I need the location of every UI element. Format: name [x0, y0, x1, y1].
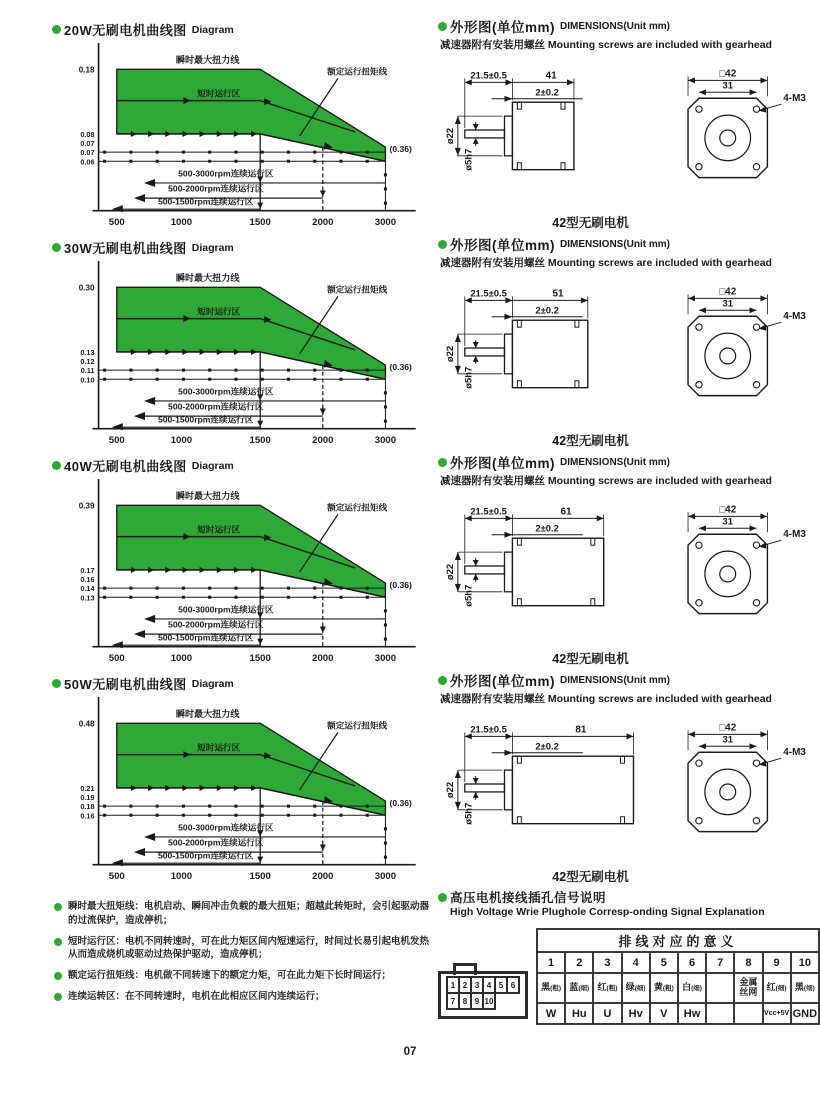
- motor-body: [512, 102, 574, 169]
- label: 500-2000rpm连续运行区: [168, 401, 264, 412]
- dim-title-en: DIMENSIONS(Unit mm): [560, 456, 670, 468]
- shaft: [465, 566, 505, 574]
- pin-number-cell: 5: [650, 952, 678, 973]
- operating-region: [117, 505, 386, 597]
- dim-title-cn: 外形图(单位mm): [450, 674, 555, 689]
- wire-color-cell: 蓝(细): [565, 973, 593, 1003]
- label: 2000: [312, 434, 334, 446]
- label: 0.16: [80, 811, 95, 821]
- connector-pin: 8: [458, 992, 472, 1010]
- torque-chart: [52, 39, 432, 239]
- label: 0.16: [80, 575, 95, 585]
- torque-chart: [52, 693, 432, 893]
- motor-body: [512, 756, 633, 823]
- label: (0.36): [389, 580, 412, 591]
- dimension-section-1: [438, 16, 820, 234]
- label: 1500: [249, 216, 271, 228]
- label: 3000: [374, 216, 397, 228]
- label: 500-1500rpm连续运行区: [157, 850, 254, 861]
- signal-cell: [706, 1003, 734, 1024]
- chart-title-cn: 20W无刷电机曲线图: [64, 23, 187, 38]
- signal-title-en: High Voltage Wrie Plughole Corresp-onding Signal Explanation: [450, 906, 765, 918]
- chart-title: [52, 20, 438, 39]
- dim-title-en: DIMENSIONS(Unit mm): [560, 20, 670, 32]
- label: 0.18: [80, 802, 95, 812]
- connector-latch: [453, 963, 477, 975]
- note-item: [52, 969, 438, 983]
- label: 500: [108, 434, 125, 446]
- label: 31: [722, 297, 733, 309]
- label: 1000: [170, 870, 193, 882]
- charts-column: [52, 20, 438, 1011]
- table-header: 排线对应的意义: [537, 929, 819, 952]
- dimension-blocks: [438, 16, 820, 888]
- torque-chart: [52, 475, 432, 675]
- label: 短时运行区: [197, 306, 241, 317]
- label: 31: [722, 733, 733, 745]
- dim-title: [438, 16, 820, 36]
- label: 500-2000rpm连续运行区: [168, 619, 264, 630]
- connector-pin: 4: [482, 976, 496, 994]
- chart-title-en: Diagram: [191, 23, 234, 36]
- label: 1000: [170, 216, 193, 228]
- signal-section: [438, 888, 820, 1025]
- label: 500-1500rpm连续运行区: [157, 632, 254, 643]
- label: 1000: [170, 434, 193, 446]
- green-dot-icon: [52, 461, 61, 470]
- connector-pin: 9: [470, 992, 484, 1010]
- connector-pin: 5: [494, 976, 508, 994]
- label: 3000: [374, 434, 397, 446]
- wire-color-cell: 黑(细): [791, 973, 819, 1003]
- wire-color-cell: 红(细): [763, 973, 791, 1003]
- label: 2±0.2: [535, 522, 559, 534]
- label: 1500: [249, 434, 271, 446]
- chart-title-cn: 40W无刷电机曲线图: [64, 459, 187, 474]
- pilot-flange: [504, 552, 512, 592]
- signal-title-cn: 高压电机接线插孔信号说明: [450, 891, 607, 905]
- connector-pin: 1: [446, 976, 460, 994]
- dim-title-cn: 外形图(单位mm): [450, 456, 555, 471]
- label: 21.5±0.5: [470, 505, 507, 517]
- label: 500-3000rpm连续运行区: [178, 168, 274, 179]
- label: 500: [108, 870, 125, 882]
- chart-title-cn: 50W无刷电机曲线图: [64, 677, 187, 692]
- notes-list: [52, 900, 438, 1004]
- label: 2±0.2: [535, 304, 559, 316]
- motor-body: [512, 538, 603, 605]
- chart-title-en: Diagram: [191, 459, 234, 472]
- dim-title-cn: 外形图(单位mm): [450, 238, 555, 253]
- pin-number-cell: 7: [706, 952, 734, 973]
- label: 81: [575, 724, 587, 736]
- label: 0.06: [80, 157, 95, 167]
- label: 瞬时最大扭力线: [175, 709, 240, 720]
- label: 0.19: [80, 793, 95, 803]
- dim-subtitle-cn: 减速器附有安装用螺丝: [440, 39, 545, 51]
- label: 4-M3: [783, 529, 806, 541]
- label: (0.36): [389, 144, 412, 155]
- label: 31: [722, 515, 733, 527]
- motor-body: [512, 320, 587, 387]
- wire-color-cell: 白(细): [678, 973, 706, 1003]
- label: 500-3000rpm连续运行区: [178, 822, 274, 833]
- chart-title-en: Diagram: [191, 677, 234, 690]
- label: ø22: [443, 781, 455, 799]
- label: ø5h7: [462, 148, 474, 171]
- connector-pin: 7: [446, 992, 460, 1010]
- label: 0.30: [78, 283, 95, 293]
- note-text: 连续运转区：在不同转速时，电机在此相应区间内连续运行；: [68, 990, 325, 1002]
- dim-caption: 42型无刷电机: [552, 870, 629, 884]
- dimensions-column: [438, 16, 820, 1025]
- label: 0.13: [80, 593, 95, 603]
- label: 2000: [312, 652, 334, 664]
- dimension-drawing: [438, 54, 820, 206]
- wire-color-cell: [706, 973, 734, 1003]
- label: 0.13: [80, 347, 95, 357]
- label: 0.39: [78, 501, 95, 511]
- signal-cell: [734, 1003, 762, 1024]
- label: 2±0.2: [535, 86, 559, 98]
- pin-number-cell: 2: [565, 952, 593, 973]
- signal-cell: GND: [791, 1003, 819, 1024]
- pin-number-cell: 6: [678, 952, 706, 973]
- label: 3000: [374, 870, 397, 882]
- label: 1500: [249, 652, 271, 664]
- note-item: [52, 990, 438, 1004]
- pin-number-cell: 1: [537, 952, 565, 973]
- label: □42: [719, 722, 737, 734]
- label: 额定运行扭矩线: [327, 284, 388, 295]
- dim-title: [438, 670, 820, 690]
- dimension-section-4: [438, 670, 820, 888]
- connector-pin: 2: [458, 976, 472, 994]
- signal-cell: Hu: [565, 1003, 593, 1024]
- label: 短时运行区: [197, 88, 241, 99]
- pin-number-cell: 9: [763, 952, 791, 973]
- dimension-drawing: [438, 708, 820, 860]
- dim-subtitle-cn: 减速器附有安装用螺丝: [440, 257, 545, 269]
- note-text: 额定运行扭矩线：电机做不同转速下的额定力矩，可在此力矩下长时间运行；: [68, 970, 392, 982]
- label: 21.5±0.5: [470, 69, 507, 81]
- label: 0.14: [80, 584, 95, 594]
- dim-subtitle: [440, 255, 820, 270]
- chart-section-30W: [52, 238, 438, 456]
- label: 瞬时最大扭力线: [175, 55, 240, 66]
- signal-header: [438, 888, 820, 918]
- torque-chart: [52, 257, 432, 457]
- label: 0.08: [80, 129, 95, 139]
- dim-caption: 42型无刷电机: [552, 216, 629, 230]
- label: 2000: [312, 870, 334, 882]
- dim-subtitle-en: Mounting screws are included with gearhead: [547, 693, 772, 705]
- operating-region: [117, 287, 386, 379]
- label: □42: [719, 286, 737, 298]
- label: 21.5±0.5: [470, 287, 507, 299]
- pilot-flange: [504, 770, 512, 810]
- chart-title-en: Diagram: [191, 241, 234, 254]
- label: 额定运行扭矩线: [327, 502, 388, 513]
- connector-pin: 3: [470, 976, 484, 994]
- note-text: 短时运行区：电机不同转速时，可在此力矩区间内短速运行，时间过长易引起电机发热从而造成烧机或驱动过热保护驱动，造成停机；: [68, 935, 430, 961]
- dim-title-en: DIMENSIONS(Unit mm): [560, 238, 670, 250]
- chart-section-50W: [52, 674, 438, 892]
- green-dot-icon: [438, 893, 447, 902]
- dim-subtitle: [440, 37, 820, 52]
- green-dot-icon: [52, 243, 61, 252]
- label: 0.17: [80, 565, 95, 575]
- pin-number-cell: 4: [622, 952, 650, 973]
- label: 3000: [374, 652, 397, 664]
- label: ø5h7: [462, 584, 474, 607]
- pilot-flange: [504, 334, 512, 374]
- wire-color-cell: 金属丝网: [734, 973, 762, 1003]
- dim-title: [438, 452, 820, 472]
- dim-subtitle: [440, 691, 820, 706]
- page-number: 07: [403, 1046, 417, 1058]
- pin-number-cell: 8: [734, 952, 762, 973]
- signal-cell: Hw: [678, 1003, 706, 1024]
- green-dot-icon: [54, 993, 62, 1001]
- green-dot-icon: [52, 679, 61, 688]
- pin-number-cell: 10: [791, 952, 819, 973]
- flange-face: [688, 316, 767, 395]
- label: 额定运行扭矩线: [327, 720, 388, 731]
- dim-subtitle-en: Mounting screws are included with gearhead: [547, 39, 772, 51]
- label: 2000: [312, 216, 334, 228]
- connector-plug-icon: [438, 971, 528, 1019]
- label: 500: [108, 216, 125, 228]
- label: 500-2000rpm连续运行区: [168, 837, 264, 848]
- wire-color-cell: 黑(粗): [537, 973, 565, 1003]
- wire-color-cell: 红(粗): [593, 973, 621, 1003]
- label: □42: [719, 504, 737, 516]
- label: ø22: [443, 127, 455, 145]
- signal-cell: Vcc+5V: [763, 1003, 791, 1024]
- green-dot-icon: [54, 938, 62, 946]
- chart-section-40W: [52, 456, 438, 674]
- flange-face: [688, 98, 767, 177]
- label: 51: [552, 288, 564, 300]
- operating-region: [117, 723, 386, 815]
- dimension-section-2: [438, 234, 820, 452]
- dim-subtitle-cn: 减速器附有安装用螺丝: [440, 693, 545, 705]
- green-dot-icon: [438, 676, 447, 685]
- label: 21.5±0.5: [470, 723, 507, 735]
- label: 0.11: [80, 366, 95, 376]
- shaft: [465, 348, 505, 356]
- label: 1000: [170, 652, 193, 664]
- label: 500-1500rpm连续运行区: [157, 414, 254, 425]
- label: 500: [108, 652, 125, 664]
- connector-pin: 10: [482, 992, 496, 1010]
- label: ø5h7: [462, 366, 474, 389]
- dim-subtitle-en: Mounting screws are included with gearhead: [547, 257, 772, 269]
- shaft: [465, 784, 505, 792]
- chart-blocks: [52, 20, 438, 892]
- flange-face: [688, 752, 767, 831]
- label: 4-M3: [783, 93, 806, 105]
- chart-section-20W: [52, 20, 438, 238]
- label: (0.36): [389, 362, 412, 373]
- label: 500-2000rpm连续运行区: [168, 183, 264, 194]
- label: 500-3000rpm连续运行区: [178, 604, 274, 615]
- label: 瞬时最大扭力线: [175, 273, 240, 284]
- note-item: [52, 935, 438, 963]
- pilot-flange: [504, 116, 512, 156]
- label: 4-M3: [783, 311, 806, 323]
- label: 4-M3: [783, 747, 806, 759]
- label: 短时运行区: [197, 524, 241, 535]
- label: 41: [545, 70, 557, 82]
- dimension-drawing: [438, 490, 820, 642]
- label: 1500: [249, 870, 271, 882]
- label: 短时运行区: [197, 742, 241, 753]
- label: □42: [719, 68, 737, 80]
- label: 0.10: [80, 375, 95, 385]
- wire-color-cell: 绿(细): [622, 973, 650, 1003]
- dim-title-cn: 外形图(单位mm): [450, 20, 555, 35]
- green-dot-icon: [438, 240, 447, 249]
- label: 0.48: [78, 719, 95, 729]
- flange-face: [688, 534, 767, 613]
- label: ø22: [443, 345, 455, 363]
- dim-caption: 42型无刷电机: [552, 652, 629, 666]
- label: ø22: [443, 563, 455, 581]
- signal-cell: V: [650, 1003, 678, 1024]
- green-dot-icon: [438, 22, 447, 31]
- green-dot-icon: [438, 458, 447, 467]
- note-item: [52, 900, 438, 928]
- label: (0.36): [389, 798, 412, 809]
- dim-title-en: DIMENSIONS(Unit mm): [560, 674, 670, 686]
- dim-subtitle: [440, 473, 820, 488]
- label: 瞬时最大扭力线: [175, 491, 240, 502]
- shaft: [465, 130, 505, 138]
- label: 0.21: [80, 783, 95, 793]
- label: 500-3000rpm连续运行区: [178, 386, 274, 397]
- signal-table: [536, 928, 820, 1025]
- label: 2±0.2: [535, 740, 559, 752]
- dim-subtitle-cn: 减速器附有安装用螺丝: [440, 475, 545, 487]
- label: ø5h7: [462, 802, 474, 825]
- green-dot-icon: [54, 903, 62, 911]
- pin-number-cell: 3: [593, 952, 621, 973]
- green-dot-icon: [52, 25, 61, 34]
- connector-pin: 6: [506, 976, 520, 994]
- label: 0.12: [80, 357, 95, 367]
- label: 额定运行扭矩线: [327, 66, 388, 77]
- dimension-drawing: [438, 272, 820, 424]
- signal-cell: U: [593, 1003, 621, 1024]
- green-dot-icon: [54, 972, 62, 980]
- operating-region: [117, 69, 386, 161]
- note-text: 瞬时最大扭矩线：电机启动、瞬间冲击负载的最大扭矩；超越此转矩时，会引起驱动器的过流保护，造成停机；: [68, 901, 430, 926]
- label: 0.07: [80, 139, 95, 149]
- dim-caption: 42型无刷电机: [552, 434, 629, 448]
- wire-color-cell: 黄(粗): [650, 973, 678, 1003]
- label: 0.18: [78, 65, 95, 75]
- dim-title: [438, 234, 820, 254]
- label: 500-1500rpm连续运行区: [157, 196, 254, 207]
- dim-subtitle-en: Mounting screws are included with gearhead: [547, 475, 772, 487]
- label: 0.07: [80, 148, 95, 158]
- label: 61: [560, 506, 572, 518]
- dimension-section-3: [438, 452, 820, 670]
- signal-cell: W: [537, 1003, 565, 1024]
- label: 31: [722, 79, 733, 91]
- chart-title-cn: 30W无刷电机曲线图: [64, 241, 187, 256]
- signal-cell: Hv: [622, 1003, 650, 1024]
